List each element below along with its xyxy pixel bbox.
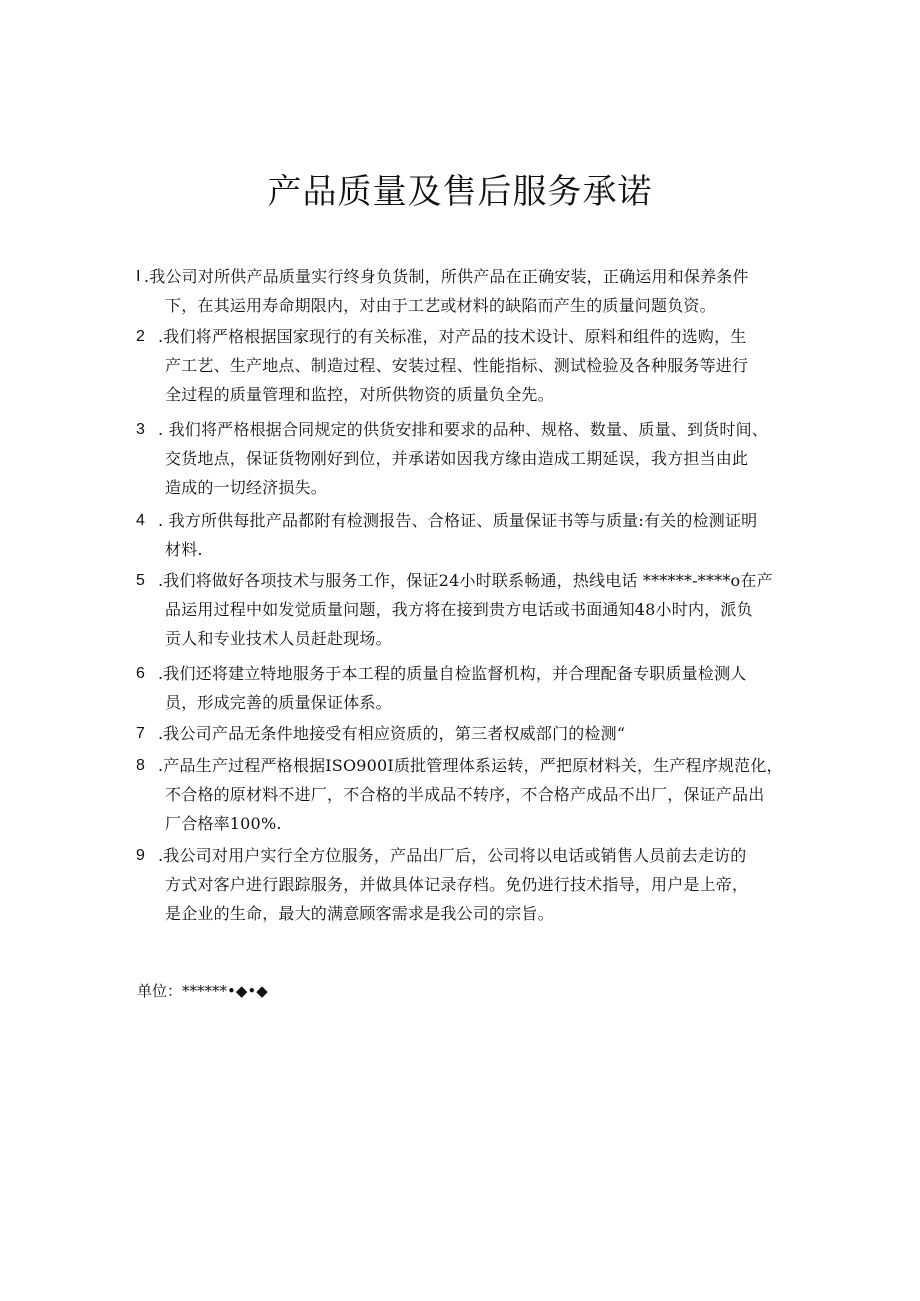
item-line: 贡人和专业技术人员赶赴现场。	[165, 629, 392, 648]
list-item-7	[136, 719, 796, 748]
item-line: 产工艺、生产地点、制造过程、安装过程、性能指标、测试检验及各种服务等进行	[165, 356, 749, 375]
item-line: 员，形成完善的质量保证体系。	[165, 693, 392, 712]
item-line: 品运用过程中如发觉质量问题，我方将在接到贵方电话或书面通知48小时内，派负	[165, 600, 753, 619]
item-line: 全过程的质量管理和监控，对所供物资的质量负全先。	[165, 385, 554, 404]
item-number: 9	[136, 847, 145, 864]
item-number: 8	[136, 757, 145, 774]
item-line: . 我方所供每批产品都附有检测报告、合格证、质量保证书等与质量:有关的检测证明	[158, 511, 758, 530]
item-line: 不合格的原材料不进厂，不合格的半成品不转序，不合格产成品不出厂，保证产品出	[165, 785, 765, 804]
item-number: 4	[136, 512, 145, 529]
list-item-9	[136, 841, 796, 928]
item-number: 3	[136, 421, 145, 438]
item-number: 5	[136, 572, 145, 589]
item-number: 6	[136, 665, 145, 682]
item-line: .我们将做好各项技术与服务工作，保证24小时联系畅通，热线电话 ******-****o在产	[158, 571, 773, 590]
list-item-5	[136, 566, 796, 653]
list-item-8	[136, 751, 796, 838]
item-line: .我公司产品无条件地接受有相应资质的，第三者权威部门的检测“	[158, 724, 626, 743]
list-item-2	[136, 322, 796, 409]
item-line: 交货地点，保证货物刚好到位，并承诺如因我方缘由造成工期延误，我方担当由此	[165, 449, 749, 468]
item-line: 方式对客户进行跟踪服务，并做具体记录存档。免仍进行技术指导，用户是上帝，	[165, 875, 749, 894]
list-item-4	[136, 506, 796, 564]
list-item-6	[136, 659, 796, 717]
item-number: I	[136, 268, 141, 285]
item-line: 厂合格率100%.	[165, 814, 282, 833]
company-signature: 单位：******•◆•◆	[137, 982, 268, 1000]
list-item-1	[136, 262, 796, 320]
item-line: 下，在其运用寿命期限内，对由于工艺或材料的缺陷而产生的质量问题负资。	[165, 296, 716, 315]
document-title: 产品质量及售后服务承诺	[267, 172, 653, 212]
item-number: 2	[136, 328, 145, 345]
item-line: 材料.	[165, 540, 203, 559]
list-item-3	[136, 415, 796, 502]
item-line: 造成的一切经济损失。	[165, 478, 328, 497]
item-number: 7	[136, 725, 145, 742]
item-line: .产品生产过程严格根据ISO900I质批管理体系运转，严把原材料关，生产程序规范化，	[158, 756, 783, 775]
item-line: .我公司对用户实行全方位服务，产品出厂后，公司将以电话或销售人员前去走访的	[158, 846, 747, 865]
item-line: 是企业的生命，最大的满意顾客需求是我公司的宗旨。	[165, 904, 554, 923]
item-line: .我们还将建立特地服务于本工程的质量自检监督机构，并合理配备专职质量检测人	[158, 664, 747, 683]
item-line: .我公司对所供产品质量实行终身负货制，所供产品在正确安装，正确运用和保养条件	[144, 267, 749, 286]
item-line: . 我们将严格根据合同规定的供货安排和要求的品种、规格、数量、质量、到货时间、	[158, 420, 768, 439]
item-line: .我们将严格根据国家现行的有关标准，对产品的技术设计、原料和组件的选购，生	[158, 327, 747, 346]
